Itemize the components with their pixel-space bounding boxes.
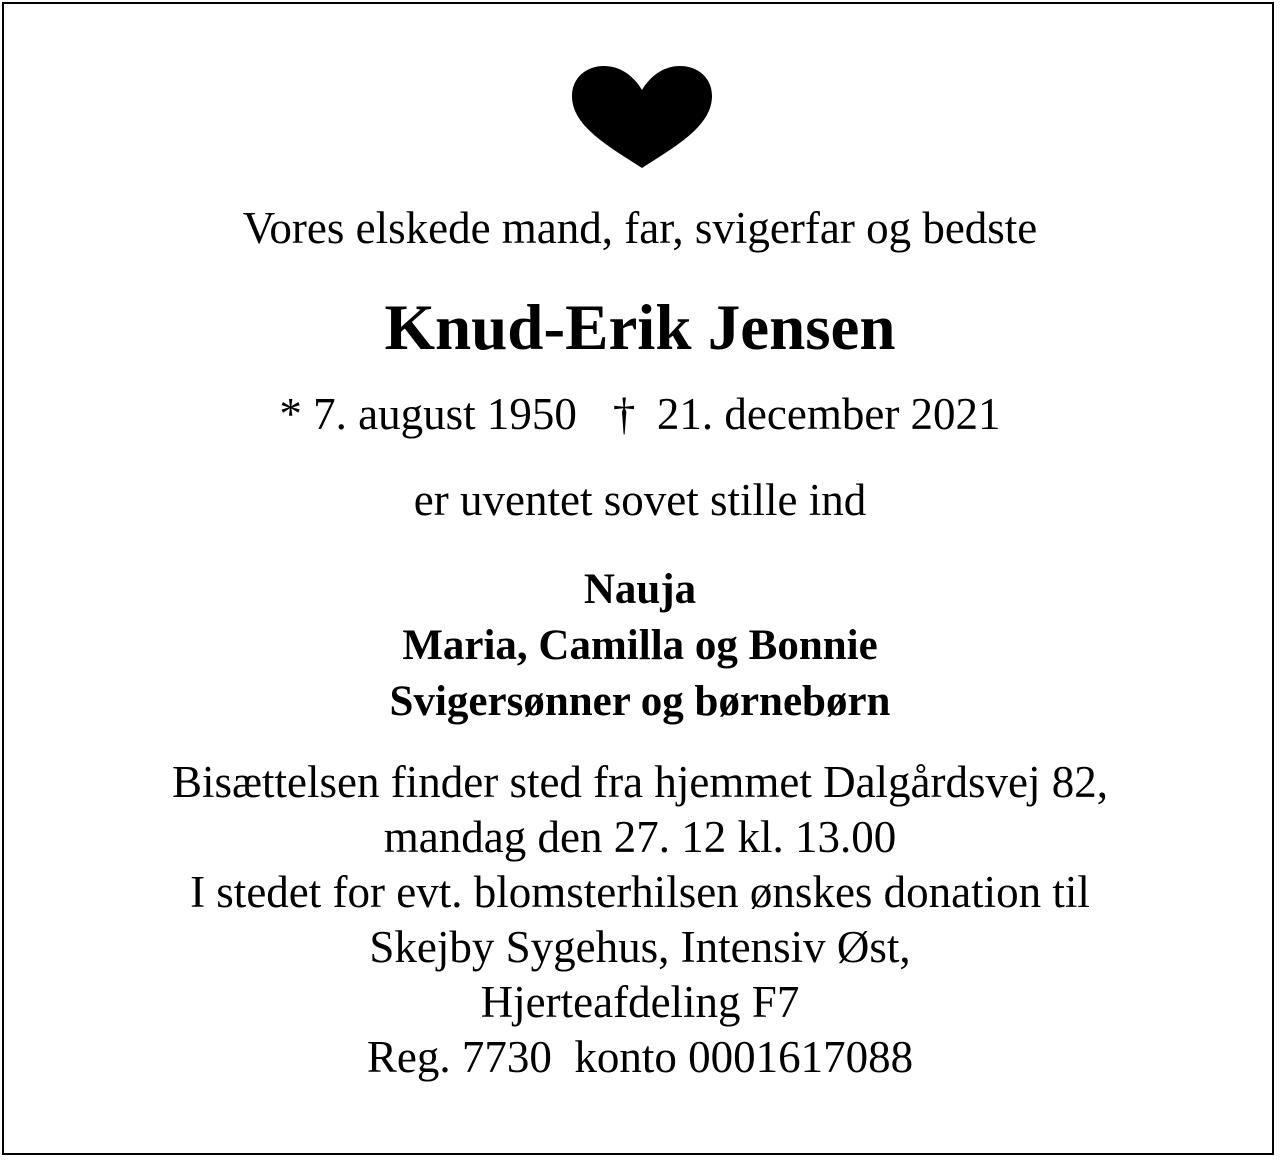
death-date: 21. december 2021: [656, 389, 1001, 439]
funeral-details: [0, 755, 1280, 1085]
details-line: Reg. 7730 konto 0001617088: [366, 1032, 914, 1082]
heart-icon: [568, 64, 716, 172]
details-line: Skejby Sygehus, Intensiv Øst,: [369, 922, 911, 972]
details-line: Hjerteafdeling F7: [480, 977, 800, 1027]
details-line: I stedet for evt. blomsterhilsen ønskes donation til: [190, 867, 1090, 917]
details-line: mandag den 27. 12 kl. 13.00: [383, 812, 897, 862]
family-line: Nauja: [583, 566, 697, 613]
family-line: Svigersønner og børnebørn: [389, 678, 891, 725]
birth-date: * 7. august 1950: [279, 389, 577, 439]
passed-text: er uventet sovet stille ind: [413, 475, 867, 525]
deceased-name: Knud-Erik Jensen: [384, 292, 896, 364]
details-line: Bisættelsen finder sted fra hjemmet Dalgårdsvej 82,: [171, 757, 1108, 807]
family-signature: [0, 562, 1280, 730]
family-line: Maria, Camilla og Bonnie: [402, 622, 878, 669]
life-dates: [0, 386, 1280, 442]
cross-symbol: †: [612, 389, 636, 439]
intro-text: Vores elskede mand, far, svigerfar og bedste: [242, 203, 1038, 253]
